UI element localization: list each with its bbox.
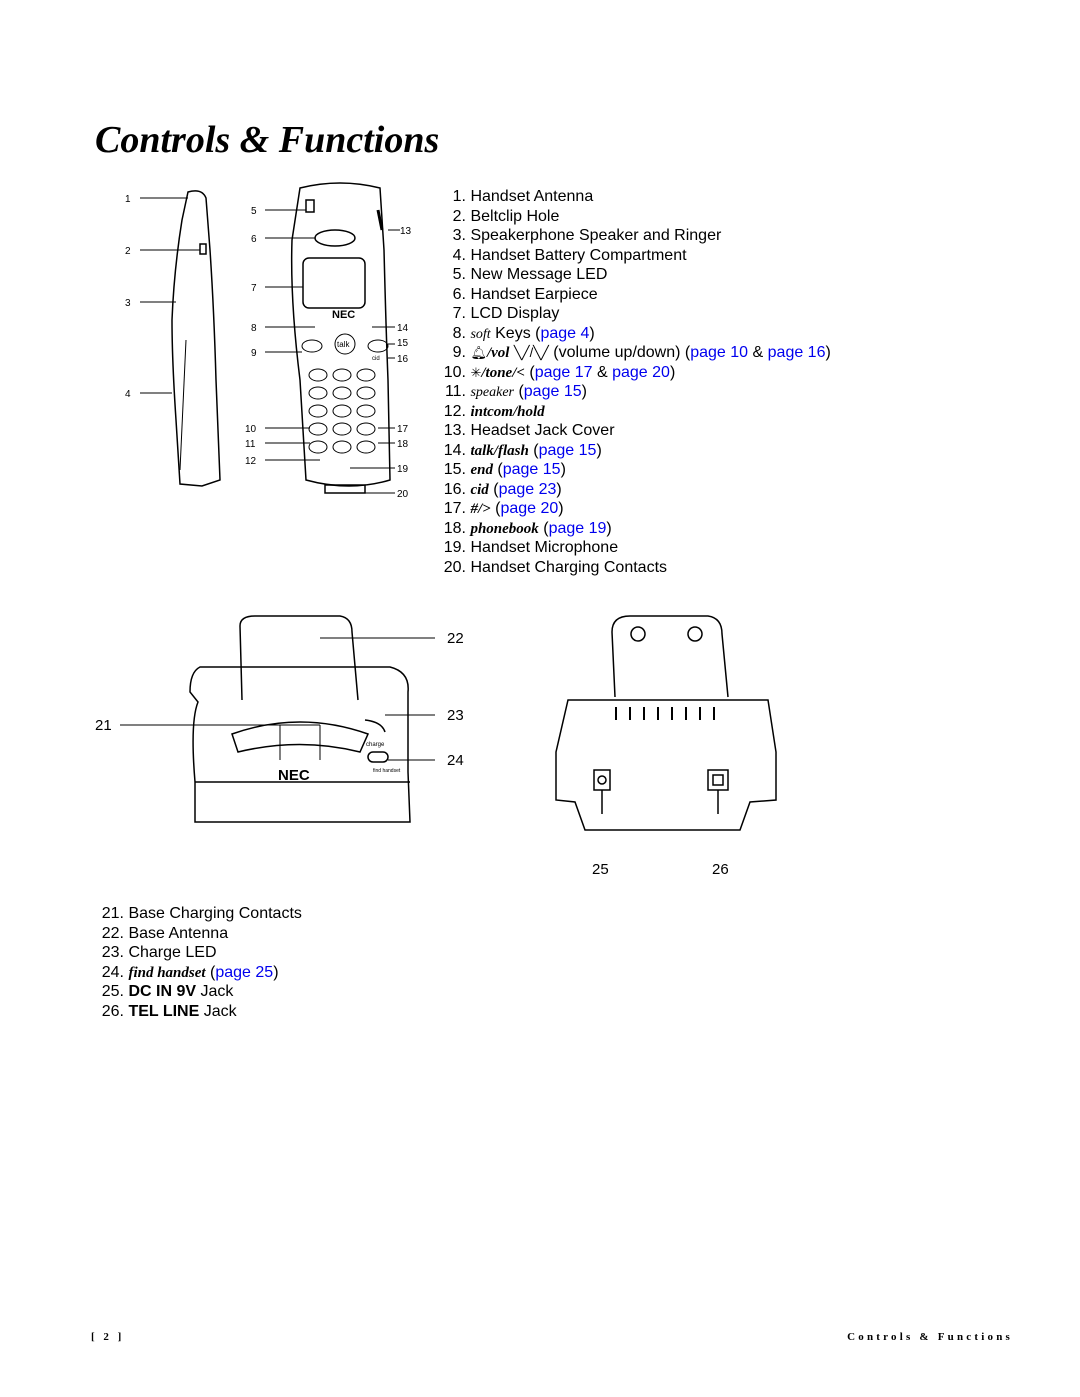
list-item: 17. #/> (page 20): [443, 500, 564, 517]
volume-arrows-icon: ╲╱/╲╱: [513, 345, 549, 360]
list-item: 21. Base Charging Contacts: [101, 905, 302, 922]
callout-7: 7: [251, 283, 257, 294]
callout-24: 24: [447, 752, 464, 769]
callout-11: 11: [245, 439, 256, 450]
list-item: 5. New Message LED: [452, 266, 608, 283]
callout-26: 26: [712, 861, 729, 878]
list-item: 25. DC IN 9V Jack: [101, 983, 234, 1000]
list-item: 26. TEL LINE Jack: [101, 1002, 237, 1020]
callout-13: 13: [400, 226, 412, 237]
callout-18: 18: [397, 439, 409, 450]
callout-12: 12: [245, 456, 257, 467]
bell-icon: 🔔︎: [470, 345, 487, 360]
page-link[interactable]: page 15: [502, 461, 561, 478]
page-link[interactable]: page 10: [690, 344, 749, 361]
page-link[interactable]: page 20: [500, 500, 559, 517]
page-link[interactable]: page 23: [498, 480, 557, 498]
handset-illustration: [110, 180, 420, 500]
callout-8: 8: [251, 323, 257, 334]
callout-20: 20: [397, 489, 409, 500]
callout-19: 19: [397, 464, 409, 475]
star-icon: ✳: [470, 364, 482, 380]
talk-key-label: talk: [337, 340, 350, 349]
find-handset-label: find handset: [373, 768, 401, 774]
handset-controls-list: [442, 187, 831, 577]
base-rear-illustration: [550, 612, 790, 882]
brand-logo-base: NEC: [278, 767, 310, 784]
callout-16: 16: [397, 354, 409, 365]
page-link[interactable]: page 16: [767, 344, 826, 361]
callout-1: 1: [125, 194, 131, 205]
list-item: 1. Handset Antenna: [452, 188, 594, 205]
list-item: 13. Headset Jack Cover: [443, 422, 615, 439]
list-item: 6. Handset Earpiece: [452, 285, 598, 303]
list-item: 2. Beltclip Hole: [452, 207, 560, 225]
page-title: Controls & Functions: [95, 119, 440, 161]
base-front-illustration: [90, 612, 480, 837]
page-link[interactable]: page 19: [548, 519, 607, 537]
cid-key-label: cid: [372, 356, 380, 362]
page-link[interactable]: page 25: [215, 963, 274, 981]
list-item: 9. 🔔︎/vol ╲╱/╲╱ (volume up/down) (page 10 & page 16): [452, 344, 831, 361]
callout-4: 4: [125, 389, 131, 400]
list-item: 16. cid (page 23): [443, 480, 562, 498]
page-link[interactable]: page 4: [540, 324, 590, 342]
callout-22: 22: [447, 630, 464, 647]
list-item: 24. find handset (page 25): [101, 963, 279, 981]
list-item: 10. ✳/tone/< (page 17 & page 20): [443, 363, 676, 381]
list-item: 14. talk/flash (page 15): [443, 441, 602, 459]
handset-side-view: [172, 191, 220, 486]
page-number: [ 2 ]: [91, 1331, 125, 1343]
list-item: 19. Handset Microphone: [443, 539, 619, 556]
brand-logo-handset: NEC: [332, 309, 356, 321]
callout-15: 15: [397, 338, 409, 349]
callout-14: 14: [397, 323, 409, 334]
page-link[interactable]: page 17: [534, 363, 593, 381]
page-link[interactable]: page 15: [523, 383, 582, 400]
charge-led-label: charge: [366, 742, 385, 748]
list-item: 8. soft Keys (page 4): [452, 324, 595, 342]
callout-2: 2: [125, 246, 131, 257]
base-controls-list: [94, 904, 302, 1021]
callout-6: 6: [251, 234, 257, 245]
list-item: 3. Speakerphone Speaker and Ringer: [452, 227, 722, 244]
list-item: 15. end (page 15): [443, 461, 566, 478]
list-item: 22. Base Antenna: [101, 924, 229, 942]
list-item: 23. Charge LED: [101, 944, 217, 961]
page-link[interactable]: page 15: [538, 441, 597, 459]
callout-10: 10: [245, 424, 257, 435]
footer-section-title: Controls & Functions: [847, 1331, 1013, 1343]
page-link[interactable]: page 20: [612, 363, 670, 381]
callout-25: 25: [592, 861, 609, 878]
list-item: 20. Handset Charging Contacts: [443, 558, 668, 576]
callout-17: 17: [397, 424, 409, 435]
list-item: 18. phonebook (page 19): [443, 519, 612, 537]
callout-3: 3: [125, 298, 131, 309]
list-item: 11. speaker (page 15): [444, 383, 587, 400]
list-item: 4. Handset Battery Compartment: [452, 246, 687, 264]
list-item: 12. intcom/hold: [443, 402, 545, 420]
callout-23: 23: [447, 707, 464, 724]
callout-5: 5: [251, 206, 257, 217]
callout-21: 21: [95, 717, 112, 734]
list-item: 7. LCD Display: [452, 305, 560, 322]
callout-9: 9: [251, 348, 257, 359]
